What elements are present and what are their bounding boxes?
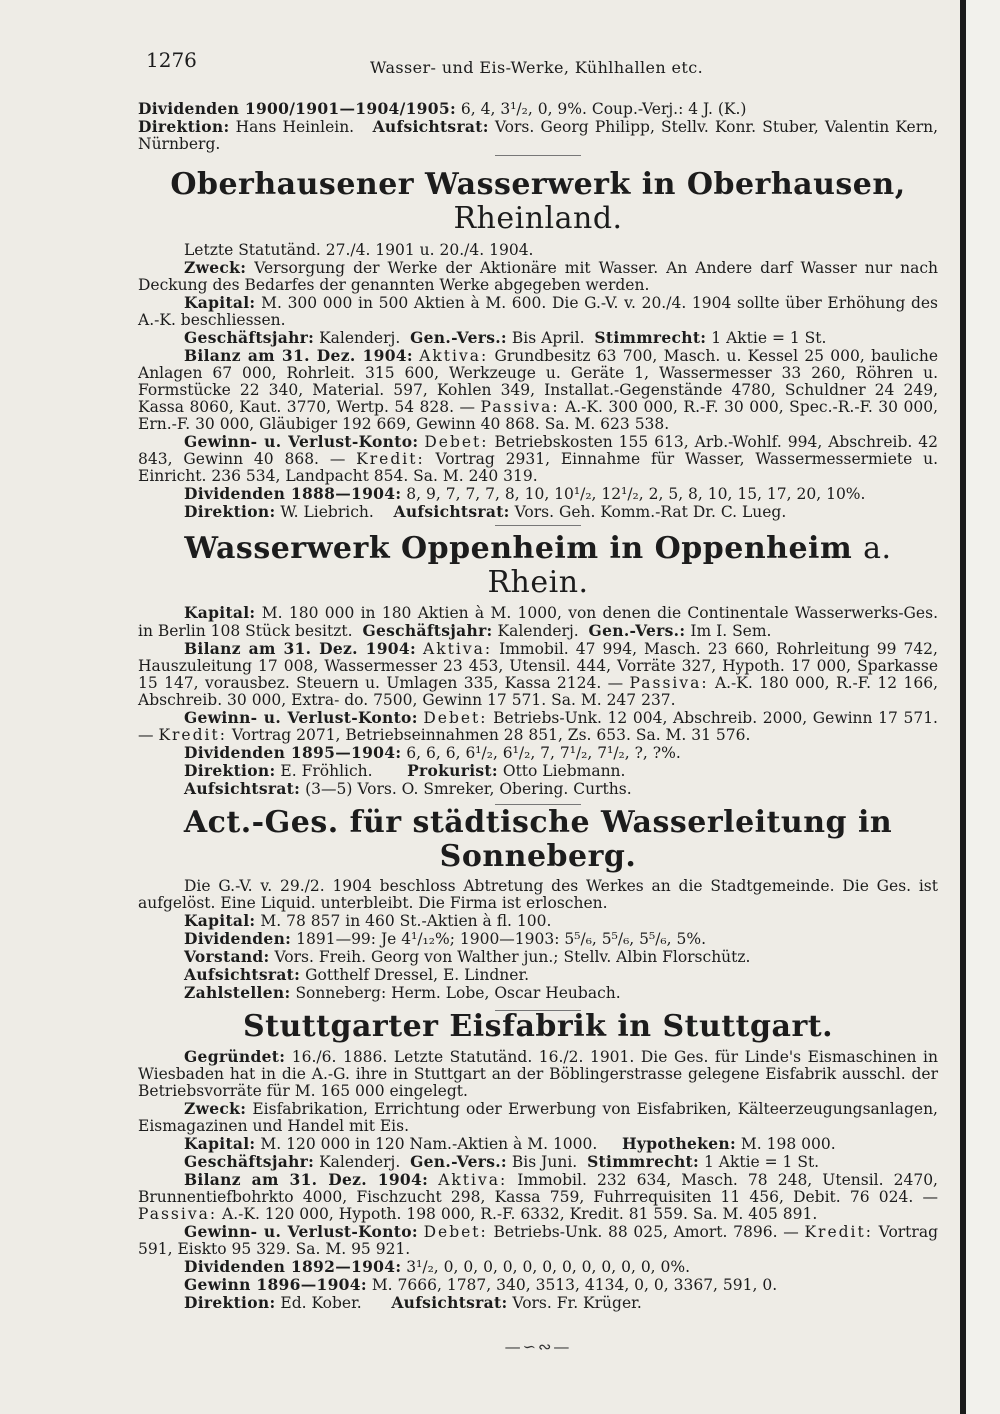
- paragraph: [138, 1258, 938, 1276]
- text-span: Betriebskosten 155 613, Arb.-Wohlf. 994, Abschreib. 42 843, Gewinn 40 868. —: [138, 433, 938, 468]
- paragraph: [138, 1223, 938, 1258]
- running-head: Wasser- und Eis-Werke, Kühlhallen etc.: [370, 58, 704, 77]
- text-span: Gewinn- u. Verlust-Konto:: [184, 432, 419, 451]
- text-span: Prokurist:: [407, 761, 498, 780]
- paragraph: [138, 966, 938, 984]
- page-number: 1276: [146, 48, 197, 72]
- paragraph: [138, 744, 938, 762]
- entry-title: [138, 532, 938, 600]
- text-span: Gewinn- u. Verlust-Konto:: [184, 1222, 418, 1241]
- text-span: Im I. Sem.: [690, 622, 772, 640]
- text-span: E. Fröhlich.: [280, 762, 373, 780]
- text-span: Debet:: [423, 709, 488, 727]
- text-span: Bilanz am 31. Dez. 1904:: [184, 639, 416, 658]
- paragraph: [138, 329, 938, 347]
- paragraph: [138, 762, 938, 780]
- text-span: Aufsichtsrat:: [184, 779, 301, 798]
- label: Direktion:: [138, 117, 230, 136]
- text-span: Kapital:: [184, 603, 256, 622]
- text-span: Wasserwerk Oppenheim in Oppenheim: [184, 531, 853, 566]
- text-span: Direktion:: [184, 761, 276, 780]
- paragraph: [138, 347, 938, 433]
- previous-entry-tail: [138, 100, 938, 156]
- text-span: Betriebs-Unk. 12 004, Abschreib. 2000, Gewinn 17 571. —: [138, 709, 938, 744]
- text-span: 3¹/₂, 0, 0, 0, 0, 0, 0, 0, 0, 0, 0, 0, 0%.: [406, 1258, 691, 1276]
- paragraph: [138, 1276, 938, 1294]
- text-span: Gegründet:: [184, 1047, 286, 1066]
- text-span: Versorgung der Werke der Aktionäre mit Wasser. An Andere darf Wasser nur nach Deckung des Bedarfes der genannten Werke abgegeben werden.: [138, 259, 938, 294]
- entry-oppenheim: [138, 532, 938, 805]
- paragraph: [138, 912, 938, 930]
- text-span: Eisfabrikation, Errichtung oder Erwerbung von Eisfabriken, Kälteerzeugungsanlagen, Eismagazinen und Handel mit Eis.: [138, 1100, 938, 1135]
- text-span: Dividenden 1895—1904:: [184, 743, 402, 762]
- paragraph: [138, 984, 938, 1002]
- text-span: Dividenden 1888—1904:: [184, 484, 402, 503]
- entry-sonneberg: [138, 806, 938, 1011]
- text-span: A.-K. 120 000, Hypoth. 198 000, R.-F. 6332, Kredit. 81 559. Sa. M. 405 891.: [222, 1205, 818, 1223]
- text-span: Debet:: [424, 433, 489, 451]
- text-span: 16./6. 1886. Letzte Statutänd. 16./2. 1901. Die Ges. für Linde's Eismaschinen in Wiesbaden hat in die A.-G. ihre in Stuttgart an der Böblingerstrasse gelegene Eisfabrik ausschl. der Betriebsvorräte für M. 165 000 eingelegt.: [138, 1048, 938, 1100]
- text: Hans Heinlein.: [235, 118, 355, 136]
- text-span: Kredit:: [158, 726, 227, 744]
- text: Vors. Georg Philipp, Stellv. Konr. Stuber, Valentin Kern, Nürnberg.: [138, 118, 939, 153]
- text-span: Stimmrecht:: [594, 328, 707, 347]
- paragraph: [138, 604, 938, 640]
- text-span: Gewinn- u. Verlust-Konto:: [184, 708, 418, 727]
- text-span: Passiva:: [480, 398, 560, 416]
- text-span: Gen.-Vers.:: [410, 328, 507, 347]
- text-span: Sonneberg: Herm. Lobe, Oscar Heubach.: [295, 984, 621, 1002]
- text-span: Direktion:: [184, 502, 276, 521]
- paragraph: [138, 1135, 938, 1153]
- paragraph: [138, 640, 938, 709]
- text-span: Kalenderj.: [319, 329, 401, 347]
- text-span: Gewinn 1896—1904:: [184, 1275, 367, 1294]
- text-span: a. Rhein.: [487, 531, 892, 600]
- text-span: A.-K. 180 000, R.-F. 12 166, Abschreib. 30 000, Extra- do. 7500, Gewinn 17 571. Sa. M. 247 237.: [138, 674, 938, 709]
- paragraph: [138, 1153, 938, 1171]
- paragraph: Die G.-V. v. 29./2. 1904 beschloss Abtretung des Werkes an die Stadtgemeinde. Die Ges. ist aufgelöst. Eine Liquid. unterbleibt. Die Firma ist erloschen.: [138, 877, 938, 912]
- text-span: Kalenderj.: [319, 1153, 401, 1171]
- text-span: Aufsichtsrat:: [391, 1293, 508, 1312]
- text-span: Vorstand:: [184, 947, 270, 966]
- text: 6, 4, 3¹/₂, 0, 9%. Coup.-Verj.: 4 J. (K.): [460, 100, 747, 118]
- text-span: Kredit:: [356, 450, 425, 468]
- text-span: 1 Aktie = 1 St.: [711, 329, 827, 347]
- text-span: Betriebs-Unk. 88 025, Amort. 7896. —: [493, 1223, 799, 1241]
- text-span: Gen.-Vers.:: [588, 621, 686, 640]
- paragraph: [138, 780, 938, 798]
- text-span: Kapital:: [184, 1134, 256, 1153]
- entry-title: Stuttgarter Eisfabrik in Stuttgart.: [242, 1009, 834, 1044]
- text-span: Kapital:: [184, 911, 256, 930]
- paragraph: [138, 433, 938, 485]
- divider: [495, 525, 581, 526]
- text-span: Passiva:: [629, 674, 709, 692]
- text-span: M. 78 857 in 460 St.-Aktien à fl. 100.: [260, 912, 552, 930]
- text-span: M. 180 000 in 180 Aktien à M. 1000, von denen die Continentale Wasserwerks-Ges. in Berlin 108 Stück besitzt.: [138, 604, 938, 640]
- paragraph: [138, 1100, 938, 1135]
- text-span: Zweck:: [184, 1099, 247, 1118]
- divider: [495, 155, 581, 156]
- paragraph: Letzte Statutänd. 27./4. 1901 u. 20./4. 1904.: [184, 241, 534, 259]
- text-span: M. 198 000.: [740, 1135, 836, 1153]
- text-span: Ed. Kober.: [280, 1294, 362, 1312]
- text-span: 1 Aktie = 1 St.: [703, 1153, 820, 1171]
- text-span: Bilanz am 31. Dez. 1904:: [184, 346, 413, 365]
- text-span: Aufsichtsrat:: [393, 502, 510, 521]
- text-span: 8, 9, 7, 7, 7, 8, 10, 10¹/₂, 12¹/₂, 2, 5, 8, 10, 15, 17, 20, 10%.: [406, 485, 866, 503]
- text-span: Bis April.: [511, 329, 585, 347]
- paragraph: [138, 1294, 938, 1312]
- paragraph: [138, 294, 938, 329]
- entry-stuttgart: [138, 1010, 938, 1355]
- text-span: Vortrag 2071, Betriebseinnahmen 28 851, Zs. 653. Sa. M. 31 576.: [231, 726, 751, 744]
- text-span: Immobil. 47 994, Masch. 23 660, Rohrleitung 99 742, Hauszuleitung 17 008, Wassermesser 23 453, Utensil. 444, Vorräte 327, Hypoth. 17 000, Sparkasse 15 147, vorausbez. Steuern u. Umlagen 335, Kassa 2124. —: [138, 640, 938, 692]
- text-span: Oberhausener Wasserwerk in Oberhausen,: [170, 167, 906, 202]
- text-span: Kredit:: [804, 1223, 873, 1241]
- text-span: Passiva:: [138, 1205, 218, 1223]
- text-span: Debet:: [423, 1223, 488, 1241]
- paragraph: [138, 259, 938, 294]
- text-span: Direktion:: [184, 1293, 276, 1312]
- text-span: Dividenden 1892—1904:: [184, 1257, 402, 1276]
- text-span: Aktiva:: [419, 347, 489, 365]
- text-span: Zweck:: [184, 258, 247, 277]
- end-ornament: —∽∾—: [504, 1337, 572, 1356]
- text-span: A.-K. 300 000, R.-F. 30 000, Spec.-R.-F. 30 000, Ern.-F. 30 000, Gläubiger 192 669, Gewinn 40 868. Sa. M. 623 538.: [138, 398, 939, 433]
- facing-page-edge: [966, 0, 1000, 1414]
- paragraph: [138, 1048, 938, 1100]
- text-span: 6, 6, 6, 6¹/₂, 6¹/₂, 7, 7¹/₂, 7¹/₂, ?, ?%.: [406, 744, 681, 762]
- text-span: Bis Juni.: [511, 1153, 578, 1171]
- entry-title: Act.-Ges. für städtische Wasserleitung in Sonneberg.: [183, 805, 893, 874]
- label: Aufsichtsrat:: [372, 117, 489, 136]
- paragraph: [138, 100, 938, 118]
- text-span: Stimmrecht:: [587, 1152, 700, 1171]
- text-span: Zahlstellen:: [184, 983, 291, 1002]
- text-span: Rheinland.: [453, 201, 623, 236]
- paragraph: [138, 930, 938, 948]
- text-span: M. 7666, 1787, 340, 3513, 4134, 0, 0, 3367, 591, 0.: [371, 1276, 778, 1294]
- paragraph: [138, 948, 938, 966]
- text-span: Geschäftsjahr:: [184, 328, 315, 347]
- text-span: Aktiva:: [423, 640, 493, 658]
- paragraph: [138, 118, 938, 153]
- text-span: Aktiva:: [438, 1171, 508, 1189]
- text-span: Immobil. 232 634, Masch. 78 248, Utensil. 2470, Brunnentiefbohrkto 4000, Fischzucht 298, Kassa 759, Fuhrrequisiten 11 456, Debit. 76 024. —: [138, 1171, 938, 1206]
- text-span: Bilanz am 31. Dez. 1904:: [184, 1170, 429, 1189]
- paragraph: [138, 485, 938, 503]
- text-span: 1891—99: Je 4¹/₁₂%; 1900—1903: 5⁵/₆, 5⁵/₆, 5⁵/₆, 5%.: [296, 930, 707, 948]
- text-span: Geschäftsjahr:: [184, 1152, 315, 1171]
- text-span: M. 120 000 in 120 Nam.-Aktien à M. 1000.: [260, 1135, 598, 1153]
- text-span: Gen.-Vers.:: [410, 1152, 507, 1171]
- text-span: Kapital:: [184, 293, 256, 312]
- paragraph: [138, 709, 938, 744]
- text-span: Vors. Freih. Georg von Walther jun.; Stellv. Albin Florschütz.: [274, 948, 751, 966]
- label: Dividenden 1900/1901—1904/1905:: [138, 99, 456, 118]
- text-span: M. 300 000 in 500 Aktien à M. 600. Die G.-V. v. 20./4. 1904 sollte über Erhöhung des A.-K. beschliessen.: [138, 294, 938, 329]
- text-span: Vortrag 2931, Einnahme für Wasser, Wassermessermiete u. Einricht. 236 534, Landpacht 854. Sa. M. 240 319.: [138, 450, 939, 485]
- text-span: Dividenden:: [184, 929, 292, 948]
- text-span: Aufsichtsrat:: [184, 965, 301, 984]
- entry-oberhausen: [138, 168, 938, 526]
- paragraph: [138, 1171, 938, 1223]
- text-span: Otto Liebmann.: [502, 762, 626, 780]
- text-span: Grundbesitz 63 700, Masch. u. Kessel 25 000, bauliche Anlagen 67 000, Rohrleit. 315 600, Werkzeuge u. Geräte 1, Wassermesser 33 260, Röhren u. Formstücke 22 340, Material. 597, Kohlen 349, Installat.-Gegenstände 4780, Schuldner 24 249, Kassa 8060, Kaut. 3770, Wertp. 54 828. —: [138, 347, 938, 416]
- text-span: Hypotheken:: [621, 1134, 736, 1153]
- text-span: W. Liebrich.: [280, 503, 374, 521]
- text-span: (3—5) Vors. O. Smreker, Obering. Curths.: [305, 780, 632, 798]
- text-span: Vors. Fr. Krüger.: [512, 1294, 642, 1312]
- text-span: Kalenderj.: [497, 622, 579, 640]
- text-span: Geschäftsjahr:: [362, 621, 493, 640]
- paragraph: [138, 503, 938, 521]
- text-span: Vortrag 591, Eiskto 95 329. Sa. M. 95 921.: [138, 1223, 938, 1258]
- text-span: Gotthelf Dressel, E. Lindner.: [305, 966, 530, 984]
- entry-title: [138, 168, 938, 236]
- text-span: Vors. Geh. Komm.-Rat Dr. C. Lueg.: [514, 503, 787, 521]
